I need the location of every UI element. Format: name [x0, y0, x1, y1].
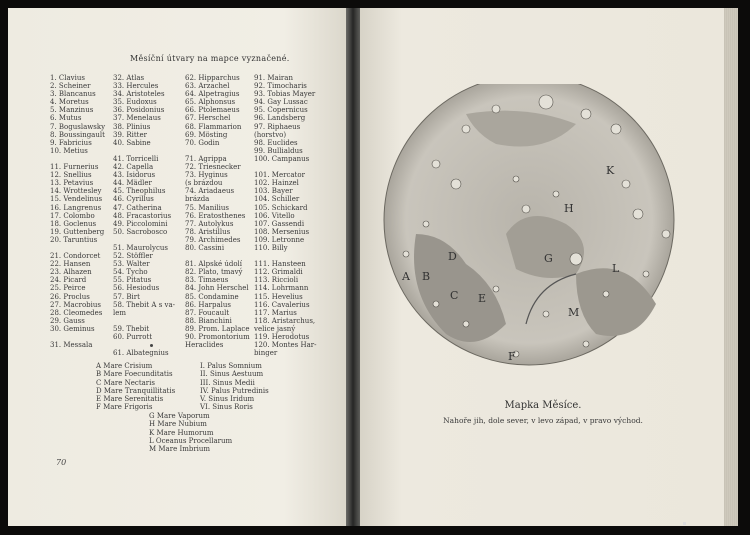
list-item: G Mare Vaporum	[149, 412, 210, 420]
list-item: 35. Eudoxus	[113, 98, 157, 107]
list-item: 114. Lohrmann	[254, 284, 309, 293]
list-gap	[50, 333, 105, 341]
list-item: 25. Peirce	[50, 284, 86, 293]
feature-list-column-1	[50, 74, 105, 349]
list-item: 37. Menelaus	[113, 114, 161, 123]
list-item: 72. Triesnecker	[185, 163, 241, 172]
list-item: 105. Schickard	[254, 203, 308, 212]
list-item: 118. Aristarchus,	[254, 316, 316, 325]
list-item: 14. Wrottesley	[50, 187, 102, 196]
list-item: 28. Cleomedes	[50, 308, 103, 317]
list-item: 84. John Herschel	[185, 284, 249, 293]
list-item: 109. Letronne	[254, 235, 305, 244]
list-item: 97. Riphaeus	[254, 122, 301, 131]
list-item: 115. Hevelius	[254, 292, 303, 301]
list-item: C Mare Nectaris	[96, 378, 155, 387]
list-item: 62. Hipparchus	[185, 74, 240, 82]
map-subcaption: Nahoře jih, dole sever, v levo západ, v pravo východ.	[443, 416, 643, 425]
list-item: binger	[254, 349, 278, 358]
list-item: 22. Hansen	[50, 260, 91, 269]
list-item: 6. Mutus	[50, 114, 82, 123]
list-item: 112. Grimaldi	[254, 268, 303, 277]
list-item: 60. Purrott	[113, 333, 153, 341]
list-item: 24. Picard	[50, 276, 87, 285]
page-title: Měsíční útvary na mapce vyznačené.	[130, 54, 290, 63]
map-label-L: L	[612, 262, 620, 275]
list-item: 103. Bayer	[254, 187, 293, 196]
list-item: 20. Taruntius	[50, 235, 98, 244]
list-item: 41. Torricelli	[113, 154, 159, 163]
list-item: 107. Gassendi	[254, 219, 305, 228]
list-item: 101. Mercator	[254, 171, 305, 180]
list-item: 13. Petavius	[50, 179, 94, 188]
list-item: 108. Mersenius	[254, 227, 310, 236]
list-item: 66. Ptolemaeus	[185, 106, 240, 115]
list-item: 38. Plinius	[113, 122, 151, 131]
map-label-A: A	[402, 270, 410, 283]
list-item: 53. Walter	[113, 260, 150, 269]
list-item: 12. Snellius	[50, 171, 92, 180]
map-label-E: E	[478, 292, 487, 305]
list-item: IV. Palus Putredinis	[200, 386, 269, 395]
list-gap	[113, 147, 175, 155]
list-item: 88. Bianchini	[185, 316, 232, 325]
list-gap	[185, 252, 250, 260]
list-item: 5. Manzinus	[50, 106, 94, 115]
maria-latin-list	[96, 362, 175, 412]
list-item: 116. Cavalerius	[254, 300, 310, 309]
list-item: 56. Hesiodus	[113, 284, 160, 293]
list-item: 40. Sabine	[113, 138, 151, 147]
list-item: 63. Arzachel	[185, 82, 230, 91]
list-item: 113. Riccioli	[254, 276, 299, 285]
page-edges	[724, 8, 738, 526]
list-gap	[50, 244, 105, 252]
list-item: 93. Tobias Mayer	[254, 90, 316, 99]
list-item: 68. Flammarion	[185, 122, 242, 131]
list-item: 46. Cyrillus	[113, 195, 154, 204]
list-item: 111. Hansteen	[254, 260, 306, 269]
list-item: 86. Harpalus	[185, 300, 231, 309]
list-item: 47. Catherina	[113, 203, 162, 212]
list-item: 17. Colombo	[50, 211, 95, 220]
list-item: 87. Foucault	[185, 308, 230, 317]
list-gap	[254, 252, 316, 260]
list-item: 69. Mösting	[185, 130, 228, 139]
list-item: A Mare Crisium	[96, 362, 153, 370]
list-item: 106. Vitello	[254, 211, 295, 220]
list-item: 51. Maurolycus	[113, 243, 168, 252]
list-item: 95. Copernicus	[254, 106, 308, 115]
list-item: 4. Moretus	[50, 98, 89, 107]
list-item: 98. Euclides	[254, 138, 298, 147]
list-item: 3. Blancanus	[50, 90, 96, 99]
map-label-G: G	[544, 252, 553, 265]
list-item: 23. Alhazen	[50, 268, 92, 277]
list-item: L Oceanus Procellarum	[149, 436, 233, 445]
list-item: 83. Timaeus	[185, 276, 229, 285]
map-label-C: C	[450, 289, 459, 302]
list-gap	[254, 163, 316, 171]
list-item: 15. Vendelinus	[50, 195, 103, 204]
list-item: 120. Montes Har-	[254, 341, 317, 350]
map-label-B: B	[422, 270, 431, 283]
list-item: 67. Herschel	[185, 114, 231, 123]
list-item: 30. Geminus	[50, 324, 95, 333]
list-gap	[50, 155, 105, 163]
feature-list-column-3	[185, 74, 250, 349]
list-item: 100. Campanus	[254, 154, 310, 163]
list-item: 43. Isidorus	[113, 171, 156, 180]
list-item: 90. Promontorium	[185, 333, 250, 341]
map-label-F: F	[508, 350, 516, 363]
list-item: 34. Aristoteles	[113, 90, 165, 99]
list-item: 110. Billy	[254, 243, 288, 252]
list-item: 57. Birt	[113, 292, 140, 301]
list-item: 80. Cassini	[185, 243, 225, 252]
list-item: 52. Stöffler	[113, 252, 153, 261]
list-item: velice jasný	[254, 324, 296, 333]
list-item: 91. Mairan	[254, 74, 293, 82]
map-label-D: D	[448, 250, 457, 263]
list-item: 18. Goclenus	[50, 219, 97, 228]
list-gap	[113, 236, 175, 244]
maria-roman-list	[200, 362, 269, 412]
list-item: 32. Atlas	[113, 74, 145, 82]
list-item: 29. Gauss	[50, 316, 85, 325]
list-item: 27. Macrobius	[50, 300, 101, 309]
feature-list-column-4	[254, 74, 316, 357]
list-item: 64. Alpetragius	[185, 90, 240, 99]
list-item: 54. Tycho	[113, 268, 148, 277]
list-item: 71. Agrippa	[185, 154, 227, 163]
book-gutter	[346, 8, 360, 526]
list-item: 119. Herodotus	[254, 333, 310, 341]
list-item: III. Sinus Medii	[200, 378, 255, 387]
list-item: 117. Marius	[254, 308, 297, 317]
list-item: 9. Fabricius	[50, 138, 92, 147]
list-gap	[185, 147, 250, 155]
list-item: brázda	[185, 195, 210, 204]
list-item: 94. Gay Lussac	[254, 98, 308, 107]
list-item: 8. Boussingault	[50, 130, 105, 139]
list-item: 50. Sacrobosco	[113, 227, 168, 236]
list-item: 21. Condorcet	[50, 252, 101, 261]
list-item: K Mare Humorum	[149, 428, 214, 437]
list-item: 89. Prom. Laplace	[185, 324, 250, 333]
map-label-M: M	[568, 306, 580, 319]
list-item: F Mare Frigoris	[96, 403, 153, 412]
list-item: 19. Guttenberg	[50, 227, 105, 236]
list-item: Heraclides	[185, 341, 224, 350]
list-item: 36. Posidonius	[113, 106, 165, 115]
list-item: 77. Autolykus	[185, 219, 234, 228]
list-item: H Mare Nubium	[149, 420, 207, 429]
list-item: 1. Clavius	[50, 74, 85, 82]
list-item: (s brázdou	[185, 179, 223, 188]
list-item: 73. Hyginus	[185, 171, 228, 180]
list-item: (horstvo)	[254, 130, 287, 139]
list-item: M Mare Imbrium	[149, 445, 211, 454]
list-item: VI. Sinus Roris	[200, 403, 253, 412]
list-gap	[113, 317, 175, 325]
bullet-mark	[150, 344, 153, 347]
map-label-H: H	[564, 202, 574, 215]
list-item: 102. Hainzel	[254, 179, 299, 188]
list-item: lem	[113, 308, 127, 317]
list-item: 99. Bullialdus	[254, 146, 303, 155]
list-item: 2. Scheiner	[50, 82, 91, 91]
list-item: V. Sinus Iridum	[200, 395, 255, 404]
list-item: 44. Mädler	[113, 179, 152, 188]
feature-list-column-2	[113, 74, 175, 357]
list-gap	[113, 341, 175, 349]
list-item: 85. Condamine	[185, 292, 239, 301]
list-item: 78. Aristillus	[185, 227, 231, 236]
list-item: I. Palus Somnium	[200, 362, 262, 370]
list-item: 11. Furnerius	[50, 163, 99, 172]
corner-mark	[683, 522, 686, 525]
map-caption: Mapka Měsíce.	[504, 400, 582, 411]
list-item: D Mare Tranquillitatis	[96, 386, 176, 395]
list-item: 92. Timocharis	[254, 82, 307, 91]
list-item: 58. Thebit A s va-	[113, 300, 176, 309]
maria-latin-list-2	[149, 412, 232, 453]
list-item: 16. Langrenus	[50, 203, 102, 212]
list-item: 79. Archimedes	[185, 235, 241, 244]
list-item: 59. Thebit	[113, 324, 150, 333]
list-item: 48. Fracastorius	[113, 211, 172, 220]
list-item: 55. Pitatus	[113, 276, 152, 285]
list-item: 96. Landsberg	[254, 114, 306, 123]
list-item: 42. Capella	[113, 163, 154, 172]
list-item: II. Sinus Aestuum	[200, 370, 264, 379]
list-item: 82. Plato, tmavý	[185, 268, 243, 277]
list-item: 10. Metius	[50, 146, 88, 155]
list-item: B Mare Foecunditatis	[96, 370, 173, 379]
list-item: 39. Ritter	[113, 130, 147, 139]
list-item: 31. Messala	[50, 341, 93, 350]
list-item: 49. Piccolomini	[113, 219, 168, 228]
moon-map	[376, 84, 682, 380]
list-item: 61. Albategnius	[113, 349, 169, 358]
list-item: 7. Boguslawsky	[50, 122, 106, 131]
list-item: 76. Eratosthenes	[185, 211, 246, 220]
list-item: 75. Manilius	[185, 203, 230, 212]
list-item: 74. Ariadaeus	[185, 187, 235, 196]
list-item: 104. Schiller	[254, 195, 300, 204]
list-item: 65. Alphonsus	[185, 98, 236, 107]
list-item: 81. Alpské údolí	[185, 260, 243, 269]
list-item: 45. Theophilus	[113, 187, 166, 196]
page-number: 70	[56, 458, 67, 467]
list-item: 26. Proclus	[50, 292, 90, 301]
list-item: 33. Hercules	[113, 82, 159, 91]
list-item: E Mare Serenitatis	[96, 395, 164, 404]
list-item: 70. Godin	[185, 138, 220, 147]
map-label-K: K	[606, 164, 615, 177]
